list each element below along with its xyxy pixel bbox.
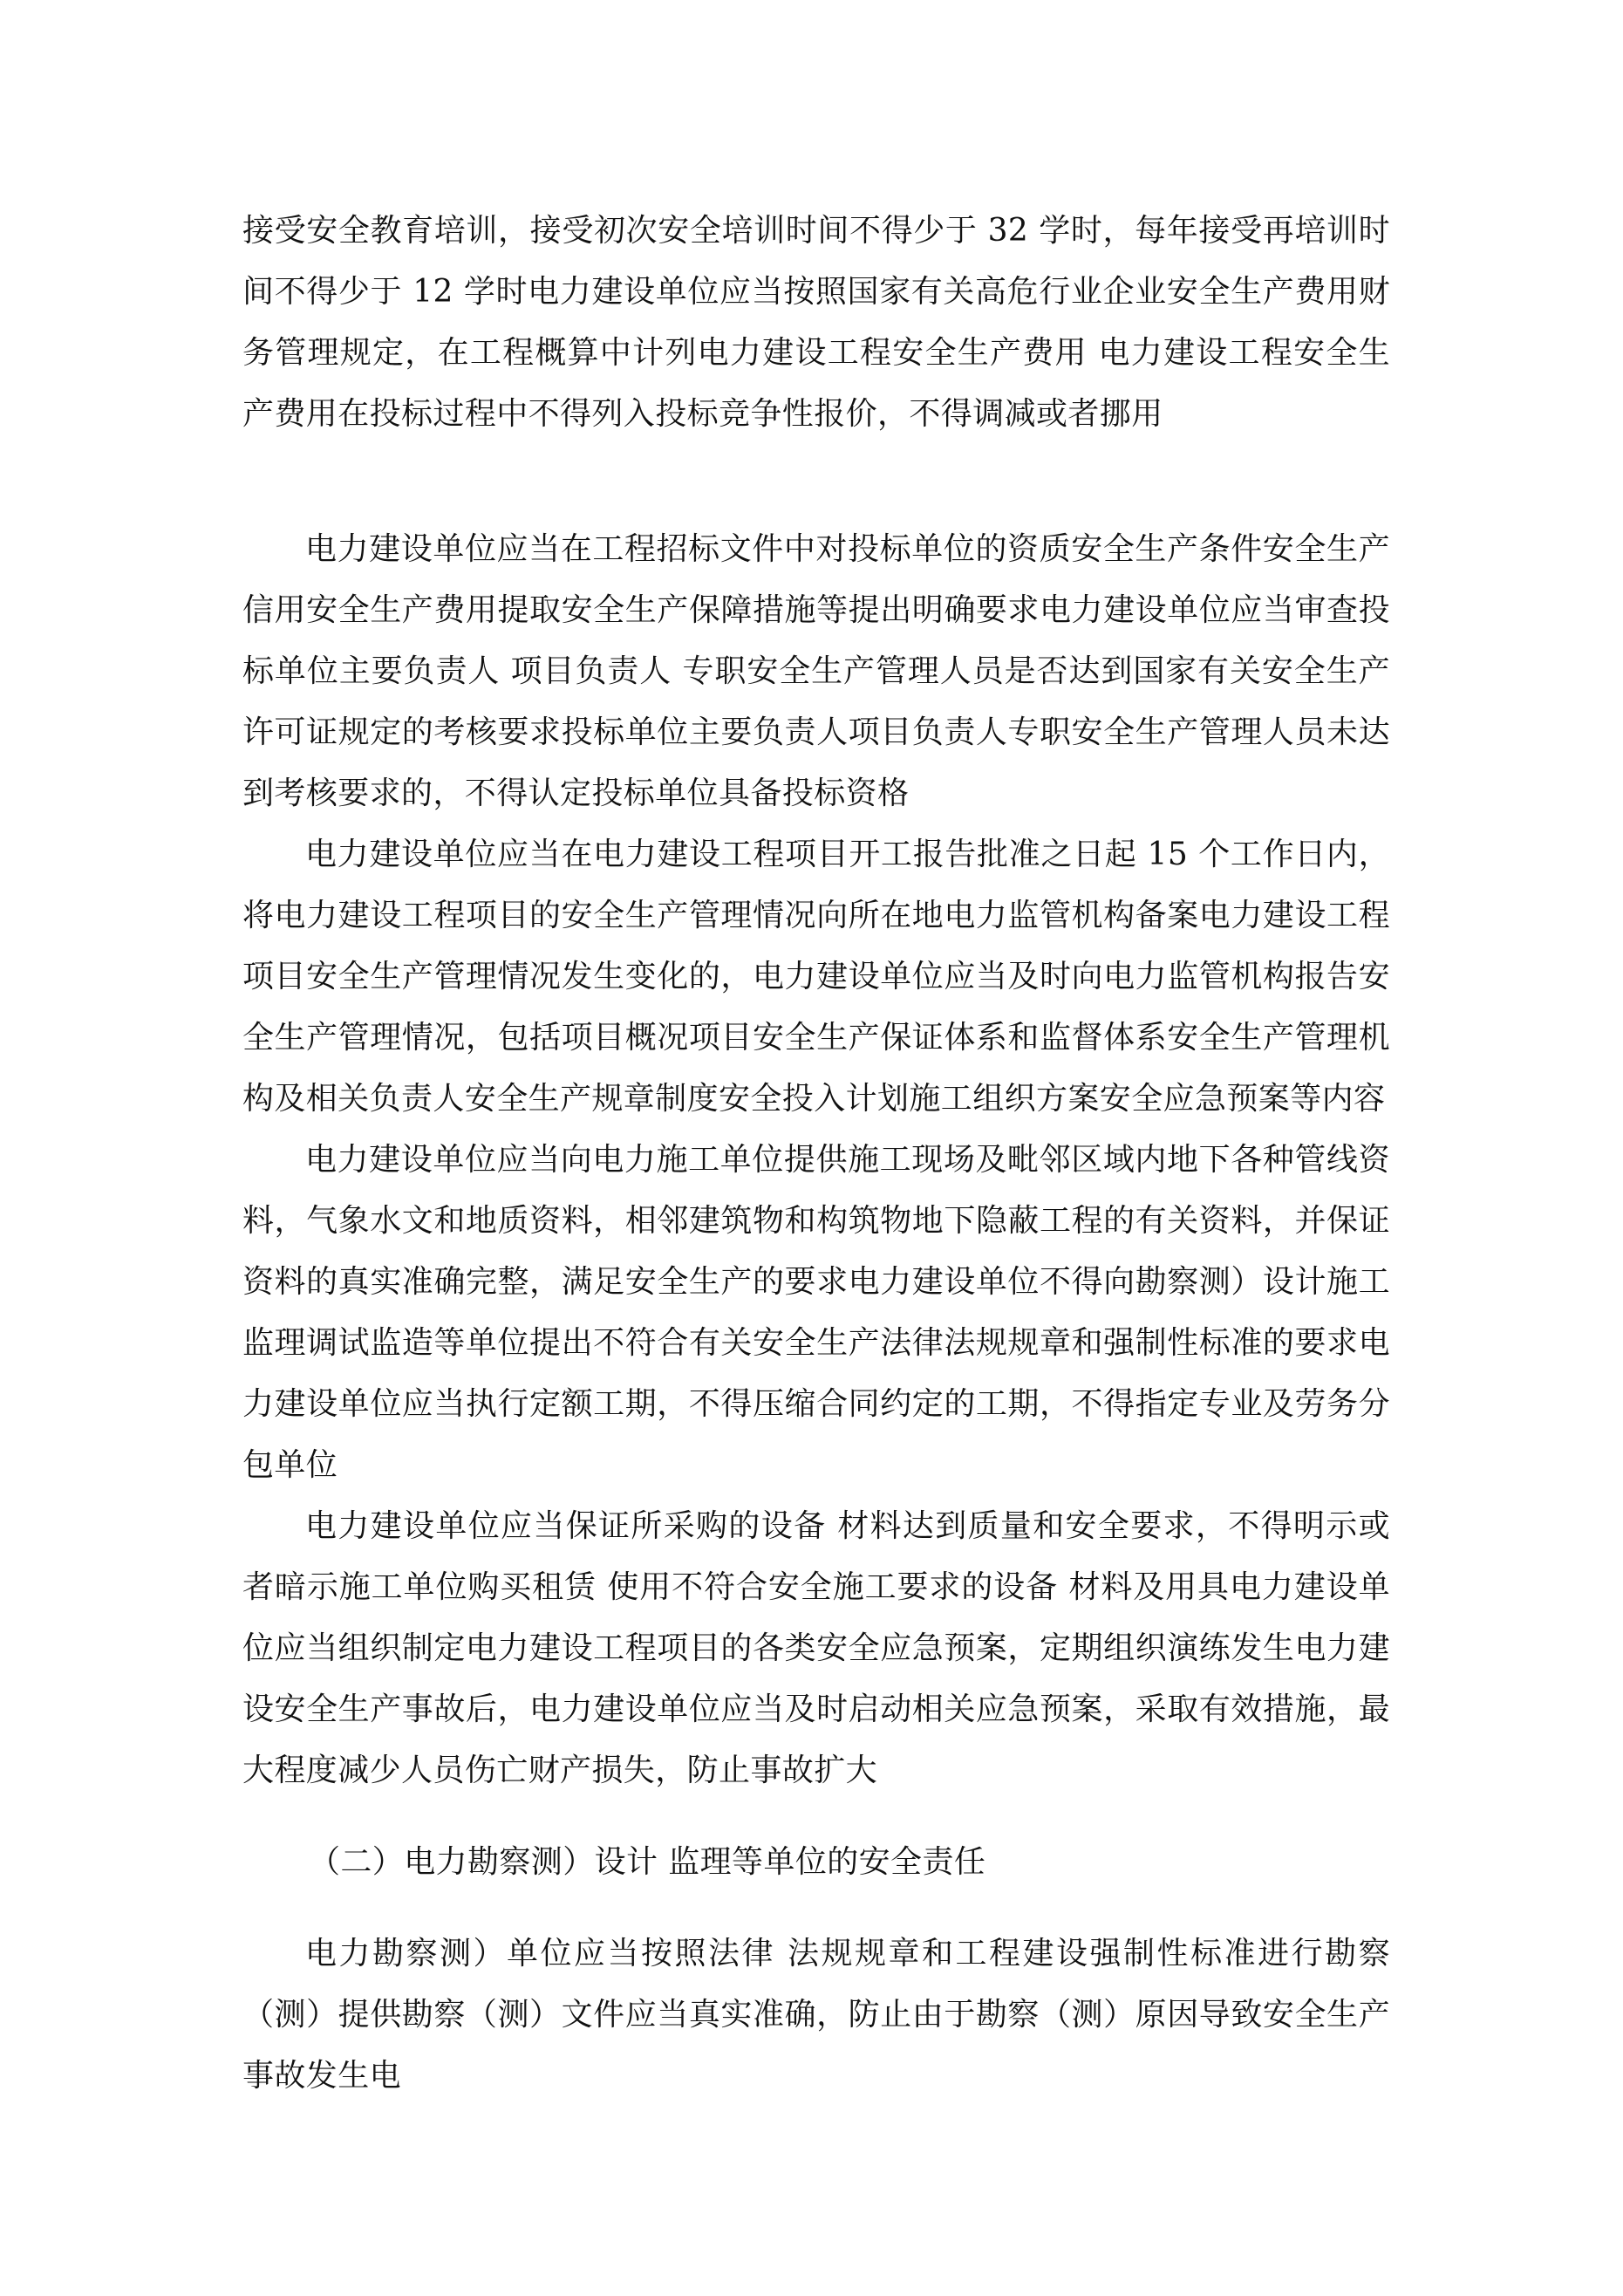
paragraph-survey-responsibility: 电力勘察测）单位应当按照法律 法规规章和工程建设强制性标准进行勘察（测）提供勘察（测）文件应当真实准确，防止由于勘察（测）原因导致安全生产事故发生电 xyxy=(242,1936,1390,2094)
paragraph-site-information: 电力建设单位应当向电力施工单位提供施工现场及毗邻区域内地下各种管线资料，气象水文和地质资料，相邻建筑物和构筑物地下隐蔽工程的有关资料，并保证资料的真实准确完整，满足安全生产的要求电力建设单位不得向勘察测）设计施工监理调试监造等单位提出不符合有关安全生产法律法规规章和强制性标准的要求电力建设单位应当执行定额工期，不得压缩合同约定的工期，不得指定专业及劳务分包单位 xyxy=(242,1142,1390,1483)
heading-spacer-top xyxy=(242,1801,1390,1832)
paragraph-continued: 接受安全教育培训，接受初次安全培训时间不得少于 32 学时，每年接受再培训时间不得少于 12 学时电力建设单位应当按照国家有关高危行业企业安全生产费用财务管理规定，在工程概算中计列电力建设工程安全生产费用 电力建设工程安全生产费用在投标过程中不得列入投标竞争性报价，不得调减或者挪用 xyxy=(242,213,1390,432)
document-body xyxy=(242,201,1390,2107)
paragraph-spacer xyxy=(242,445,1390,519)
heading-spacer-bottom xyxy=(242,1893,1390,1924)
paragraph-bidding-requirements: 电力建设单位应当在工程招标文件中对投标单位的资质安全生产条件安全生产信用安全生产费用提取安全生产保障措施等提出明确要求电力建设单位应当审查投标单位主要负责人 项目负责人 专职安全生产管理人员是否达到国家有关安全生产许可证规定的考核要求投标单位主要负责人项目负责人专职安全生产管理人员未达到考核要求的，不得认定投标单位具备投标资格 xyxy=(242,531,1390,811)
paragraph-project-filing: 电力建设单位应当在电力建设工程项目开工报告批准之日起 15 个工作日内，将电力建设工程项目的安全生产管理情况向所在地电力监管机构备案电力建设工程项目安全生产管理情况发生变化的，电力建设单位应当及时向电力监管机构报告安全生产管理情况，包括项目概况项目安全生产保证体系和监督体系安全生产管理机构及相关负责人安全生产规章制度安全投入计划施工组织方案安全应急预案等内容 xyxy=(242,837,1390,1117)
paragraph-equipment-and-emergency: 电力建设单位应当保证所采购的设备 材料达到质量和安全要求，不得明示或者暗示施工单位购买租赁 使用不符合安全施工要求的设备 材料及用具电力建设单位应当组织制定电力建设工程项目的各类安全应急预案，定期组织演练发生电力建设安全生产事故后，电力建设单位应当及时启动相关应急预案，采取有效措施，最大程度减少人员伤亡财产损失，防止事故扩大 xyxy=(242,1508,1390,1788)
section-heading: （二）电力勘察测）设计 监理等单位的安全责任 xyxy=(309,1844,986,1880)
